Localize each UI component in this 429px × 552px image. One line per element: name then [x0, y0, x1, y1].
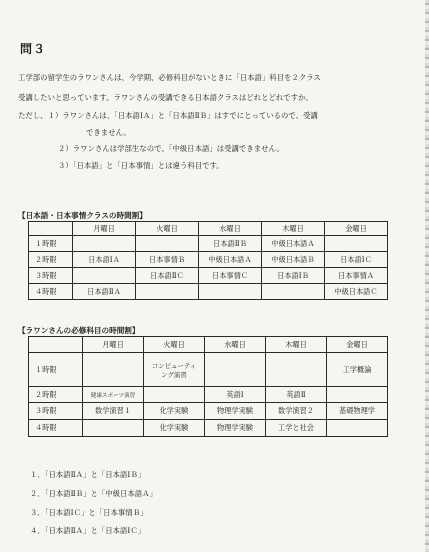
table2-cell: [327, 387, 388, 403]
table1-cell: 日本事情Ａ: [325, 268, 388, 284]
note-line-1: ただし、１）ラワンさんは、「日本語ⅠＡ」と「日本語ⅡＢ」はすでにとっているので、受講: [18, 111, 318, 120]
table1-header-cell: 水曜日: [199, 222, 262, 236]
table2-cell: 工学と社会: [266, 420, 327, 437]
table2-header-cell: 木曜日: [266, 337, 327, 353]
answer-option-1[interactable]: １．「日本語ⅡＡ」と「日本語ⅠＢ」: [30, 470, 146, 479]
answer-option-4[interactable]: ４．「日本語ⅡＡ」と「日本語ⅠＣ」: [30, 526, 146, 535]
period-label: １時限: [29, 236, 73, 252]
question-title: 問３: [20, 42, 47, 56]
table2-cell: 工学概論: [327, 353, 388, 387]
table2-row: [29, 387, 388, 403]
table1-cell: [136, 236, 199, 252]
table2-header-row: [29, 337, 388, 353]
table1-row: [29, 284, 388, 300]
period-label: ２時限: [29, 387, 83, 403]
table2-cell: 化学実験: [144, 420, 205, 437]
table1-cell: [199, 284, 262, 300]
table1-header-cell: 木曜日: [262, 222, 325, 236]
table2-cell: 英語Ⅰ: [205, 387, 266, 403]
table2-row: [29, 403, 388, 420]
table1-cell: 日本語ⅡＣ: [136, 268, 199, 284]
table1-cell: [262, 284, 325, 300]
table2-header-cell: 月曜日: [83, 337, 144, 353]
table1-cell: 日本語ⅡＢ: [199, 236, 262, 252]
table1-title: 【日本語・日本事情クラスの時間割】: [18, 211, 147, 220]
table2-cell: 健康スポーツ演習: [83, 387, 144, 403]
table2-header-cell: 火曜日: [144, 337, 205, 353]
table1-row: [29, 268, 388, 284]
answer-option-2[interactable]: ２．「日本語ⅡＢ」と「中級日本語Ａ」: [30, 489, 157, 498]
table1-cell: 中級日本語Ａ: [199, 252, 262, 268]
table1-cell: 中級日本語Ｃ: [325, 284, 388, 300]
table1-cell: 日本語ⅠＡ: [73, 252, 136, 268]
period-label: ３時限: [29, 268, 73, 284]
table1-cell: [136, 284, 199, 300]
intro-line-1: 工学部の留学生のラワンさんは、今学期、必修科目がないときに「日本語」科目を２クラス: [18, 73, 321, 82]
note-line-2: できません。: [86, 128, 131, 137]
table2-header-cell: 水曜日: [205, 337, 266, 353]
table1-cell: 日本語ⅠＢ: [262, 268, 325, 284]
required-course-timetable: [28, 336, 388, 437]
table2-cell: [205, 353, 266, 387]
japanese-class-timetable: [28, 221, 388, 300]
table1-header-cell: 火曜日: [136, 222, 199, 236]
table2-cell: 基礎物理学: [327, 403, 388, 420]
table2-cell: 物理学実験: [205, 403, 266, 420]
period-label: ４時限: [29, 420, 83, 437]
note-line-3: ２）ラワンさんは学部生なので、「中級日本語」は受講できません。: [58, 144, 284, 153]
table2-cell: 物理学実験: [205, 420, 266, 437]
table2-row: [29, 353, 388, 387]
table2-cell: コンピューティング演習: [144, 353, 205, 387]
table1-cell: 日本事情Ｂ: [136, 252, 199, 268]
table1-cell: 日本語ⅠＣ: [325, 252, 388, 268]
intro-line-2: 受講したいと思っています。ラワンさんの受講できる日本語クラスはどれとどれですか。: [18, 93, 313, 102]
table1-cell: [73, 268, 136, 284]
table2-row: [29, 420, 388, 437]
table1-cell: 中級日本語Ａ: [262, 236, 325, 252]
table2-title: 【ラワンさんの必修科目の時間割】: [18, 326, 140, 335]
table1-cell: 日本事情Ｃ: [199, 268, 262, 284]
table2-cell: [83, 353, 144, 387]
answer-option-3[interactable]: ３．「日本語ⅠＣ」と「日本事情Ｂ」: [30, 508, 148, 517]
table2-cell: 数学演習１: [83, 403, 144, 420]
table1-row: [29, 252, 388, 268]
table2-cell: [144, 387, 205, 403]
table1-header-cell: 金曜日: [325, 222, 388, 236]
period-label: ４時限: [29, 284, 73, 300]
period-label: ２時限: [29, 252, 73, 268]
table2-cell: 英語Ⅱ: [266, 387, 327, 403]
table1-header-cell: [29, 222, 73, 236]
period-label: ３時限: [29, 403, 83, 420]
table1-header-row: [29, 222, 388, 236]
table2-cell: 化学実験: [144, 403, 205, 420]
table2-cell: [327, 420, 388, 437]
table1-header-cell: 月曜日: [73, 222, 136, 236]
table1-cell: [73, 236, 136, 252]
table2-header-cell: [29, 337, 83, 353]
table2-cell: [83, 420, 144, 437]
table2-header-cell: 金曜日: [327, 337, 388, 353]
table2-cell: 数学演習２: [266, 403, 327, 420]
scan-edge-shadow: [425, 0, 429, 552]
period-label: １時限: [29, 353, 83, 387]
table1-row: [29, 236, 388, 252]
table1-cell: 中級日本語Ｂ: [262, 252, 325, 268]
table1-cell: 日本語ⅡＡ: [73, 284, 136, 300]
note-line-4: ３）「日本語」と「日本事情」とは違う科目です。: [58, 161, 224, 170]
table1-cell: [325, 236, 388, 252]
table2-cell: [266, 353, 327, 387]
